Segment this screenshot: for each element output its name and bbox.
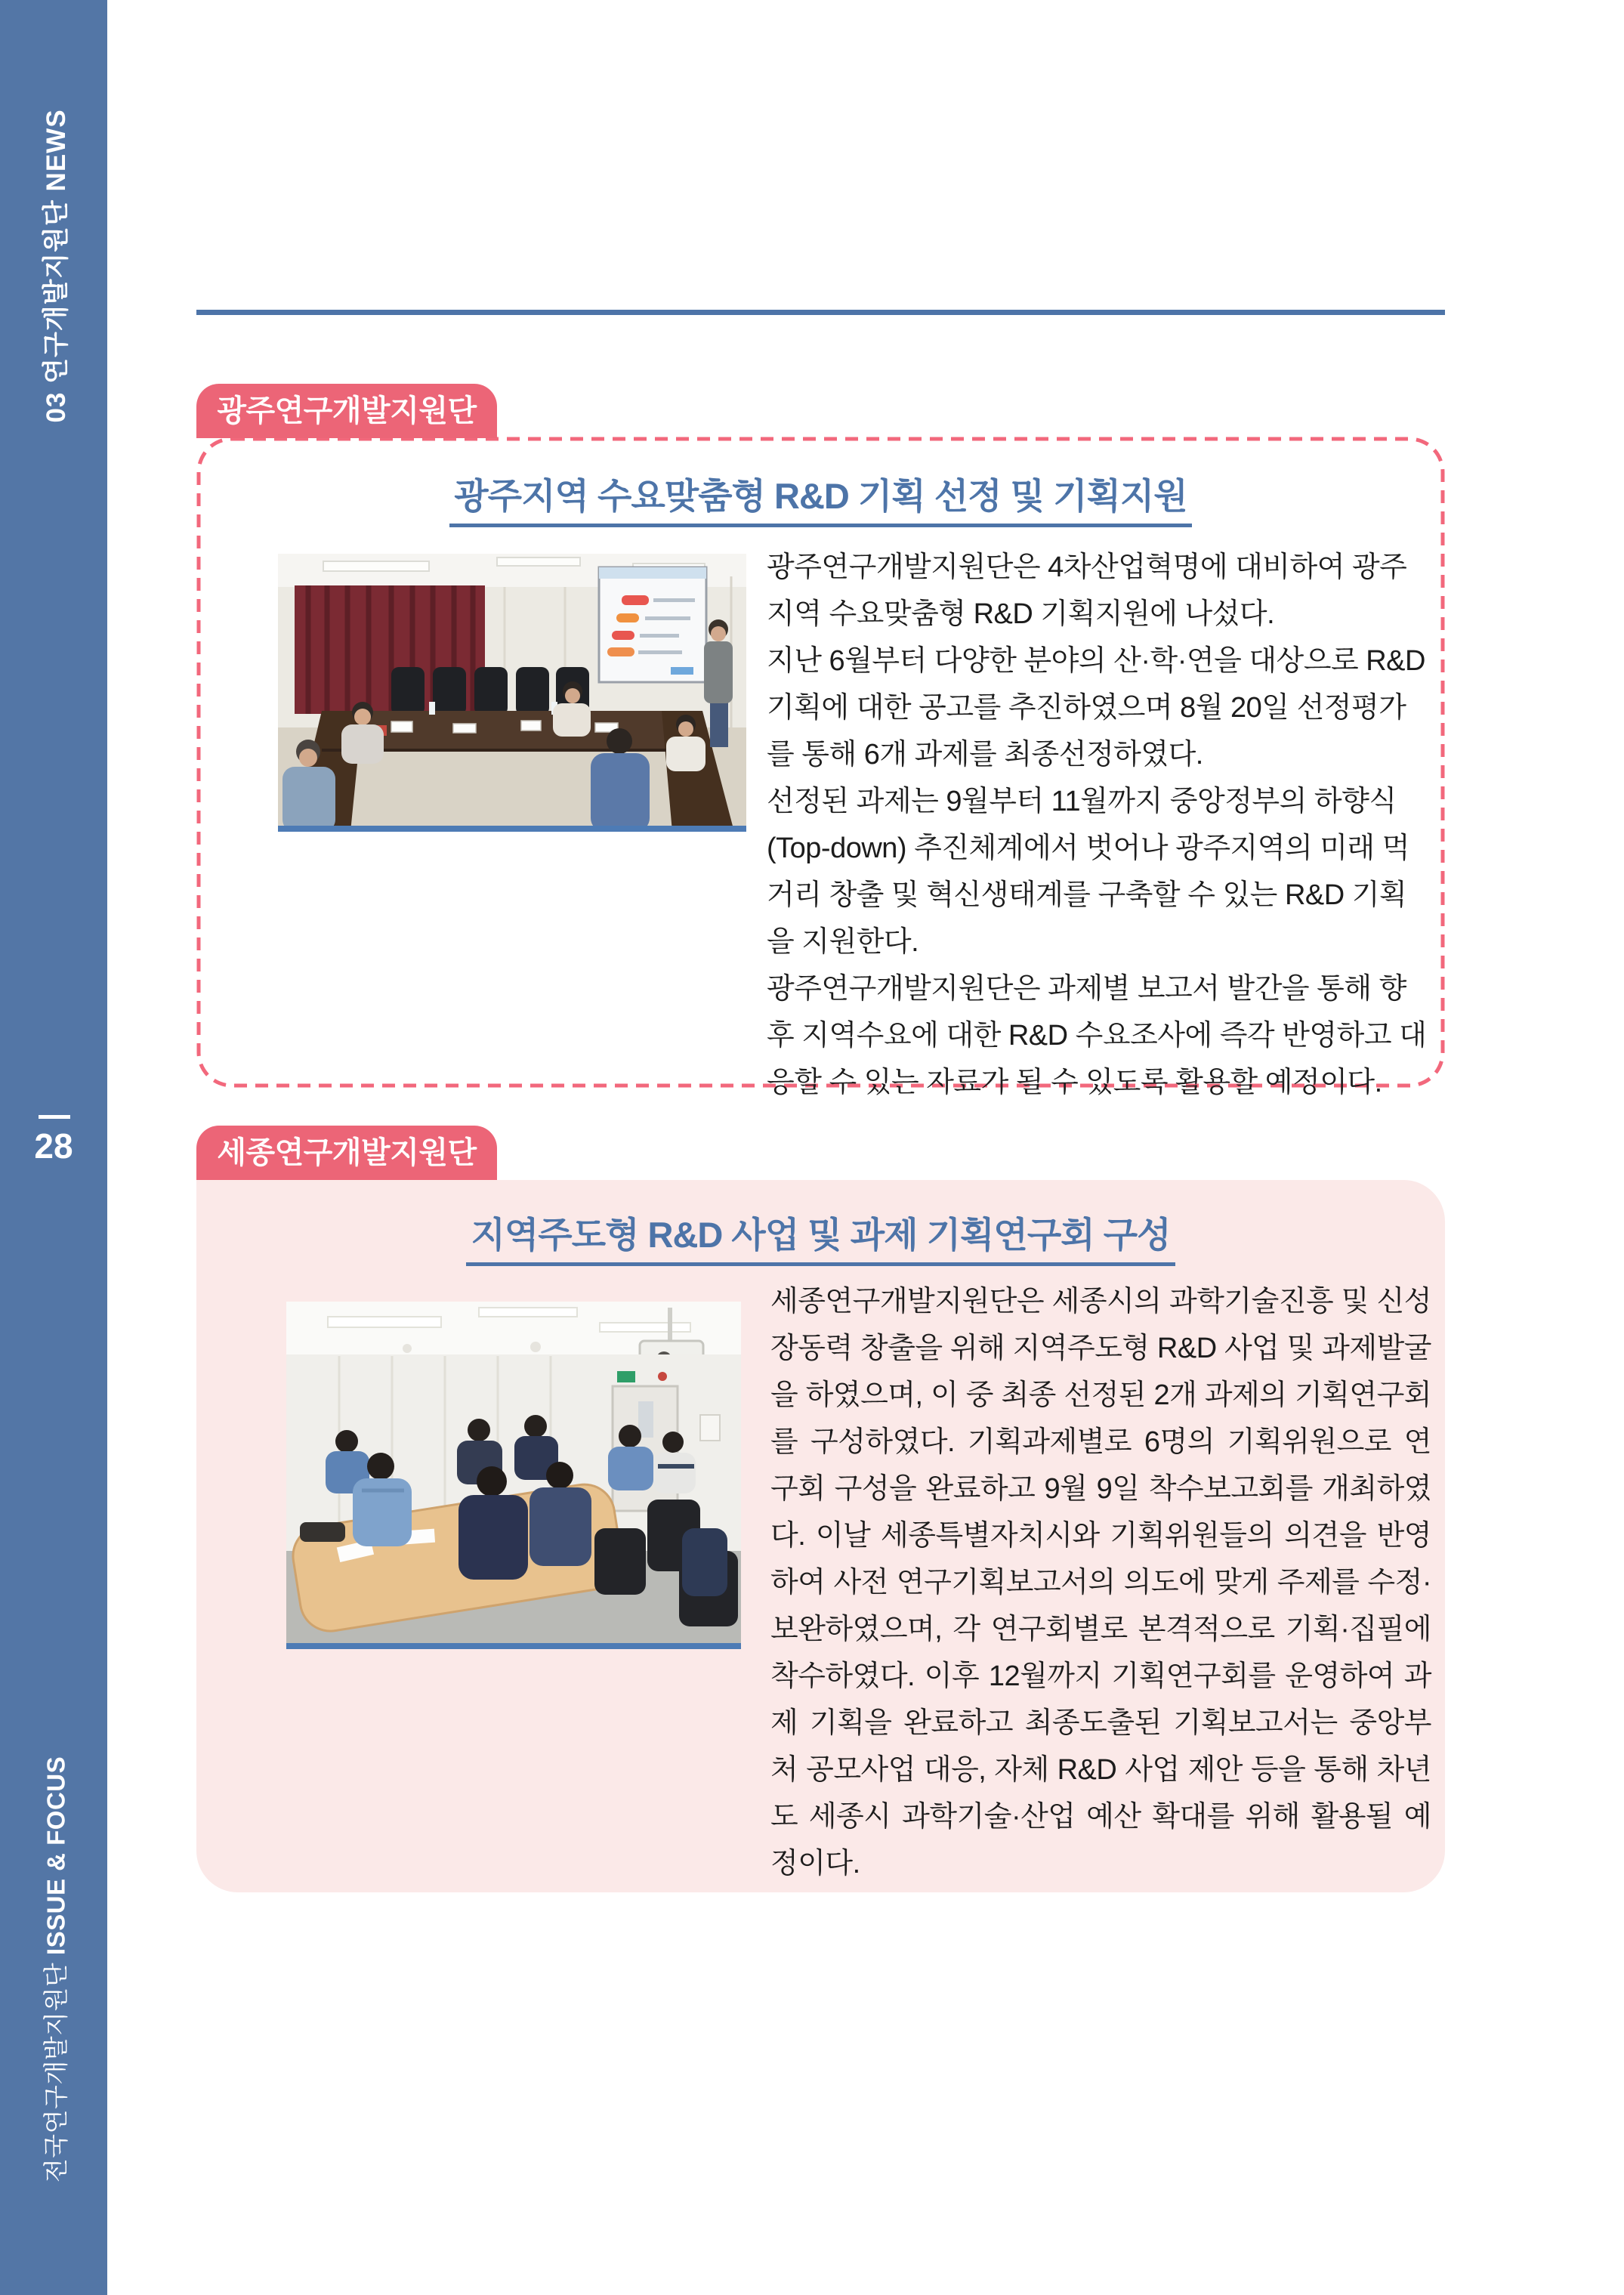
gwangju-title-wrap — [196, 476, 1445, 527]
sejong-paragraph: 세종연구개발지원단은 세종시의 과학기술진흥 및 신성장동력 창출을 위해 지역주도형 R&D 사업 및 과제발굴을 하였으며, 이 중 최종 선정된 2개 과제의 기획연구회를 구성하였다. 기획과제별로 6명의 기획위원으로 연구회 구성을 완료하고 9월 9일 착수보고회를 개최하였다. 이날 세종특별자치시와 기획위원들의 의견을 반영하여 사전 연구기획보고서의 의도에 맞게 주제를 수정·보완하였으며, 각 연구회별로 본격적으로 기획·집필에 착수하였다. 이후 12월까지 기획연구회를 운영하여 과제 기획을 완료하고 최종도출된 기획보고서는 중앙부처 공모사업 대응, 자체 R&D 사업 제안 등을 통해 차년도 세종시 과학기술·산업 예산 확대를 위해 활용될 예정이다. — [770, 1286, 1431, 1880]
gwangju-badge: 광주연구개발지원단 — [196, 384, 497, 438]
gwangju-paragraph: 선정된 과제는 9월부터 11월까지 중앙정부의 하향식(Top-down) 추진체계에서 벗어나 광주지역의 미래 먹거리 창출 및 혁신생태계를 구축할 수 있는 R&D 기획을 지원한다. — [767, 786, 1409, 958]
top-rule — [196, 310, 1445, 315]
sejong-title: 지역주도형 R&D 사업 및 과제 기획연구회 구성 — [466, 1215, 1175, 1266]
gwangju-paragraph: 광주연구개발지원단은 과제별 보고서 발간을 통해 향후 지역수요에 대한 R&D 수요조사에 즉각 반영하고 대응할 수 있는 자료가 될 수 있도록 활용할 예정이다. — [767, 973, 1427, 1098]
sejong-title-wrap — [196, 1215, 1445, 1266]
sidebar-section-number: 03 — [42, 391, 71, 423]
sidebar-bottom-korean: 전국연구개발지원단 — [42, 1962, 70, 2183]
gwangju-paragraph: 지난 6월부터 다양한 분야의 산·학·연을 대상으로 R&D 기획에 대한 공고를 추진하였으며 8월 20일 선정평가를 통해 6개 과제를 최종선정하였다. — [767, 645, 1425, 771]
page-number-divider — [39, 1115, 70, 1119]
gwangju-paragraph: 광주연구개발지원단은 4차산업혁명에 대비하여 광주지역 수요맞춤형 R&D 기획지원에 나섰다. — [767, 551, 1407, 630]
sidebar — [0, 0, 107, 2295]
sidebar-bottom-label — [37, 1756, 73, 2182]
sidebar-top-korean: 연구개발지원단 — [42, 199, 71, 384]
gwangju-body — [767, 544, 1431, 1106]
sidebar-top-label — [36, 109, 73, 422]
sidebar-top-english: NEWS — [42, 109, 71, 192]
sejong-body — [770, 1278, 1431, 1887]
gwangju-meeting-room-photo — [278, 554, 746, 832]
sidebar-bottom-english: ISSUE & FOCUS — [42, 1756, 70, 1956]
sejong-meeting-room-photo — [286, 1302, 741, 1649]
sejong-badge: 세종연구개발지원단 — [196, 1126, 497, 1180]
page-number: 28 — [34, 1126, 73, 1166]
gwangju-title: 광주지역 수요맞춤형 R&D 기획 선정 및 기획지원 — [449, 476, 1191, 527]
